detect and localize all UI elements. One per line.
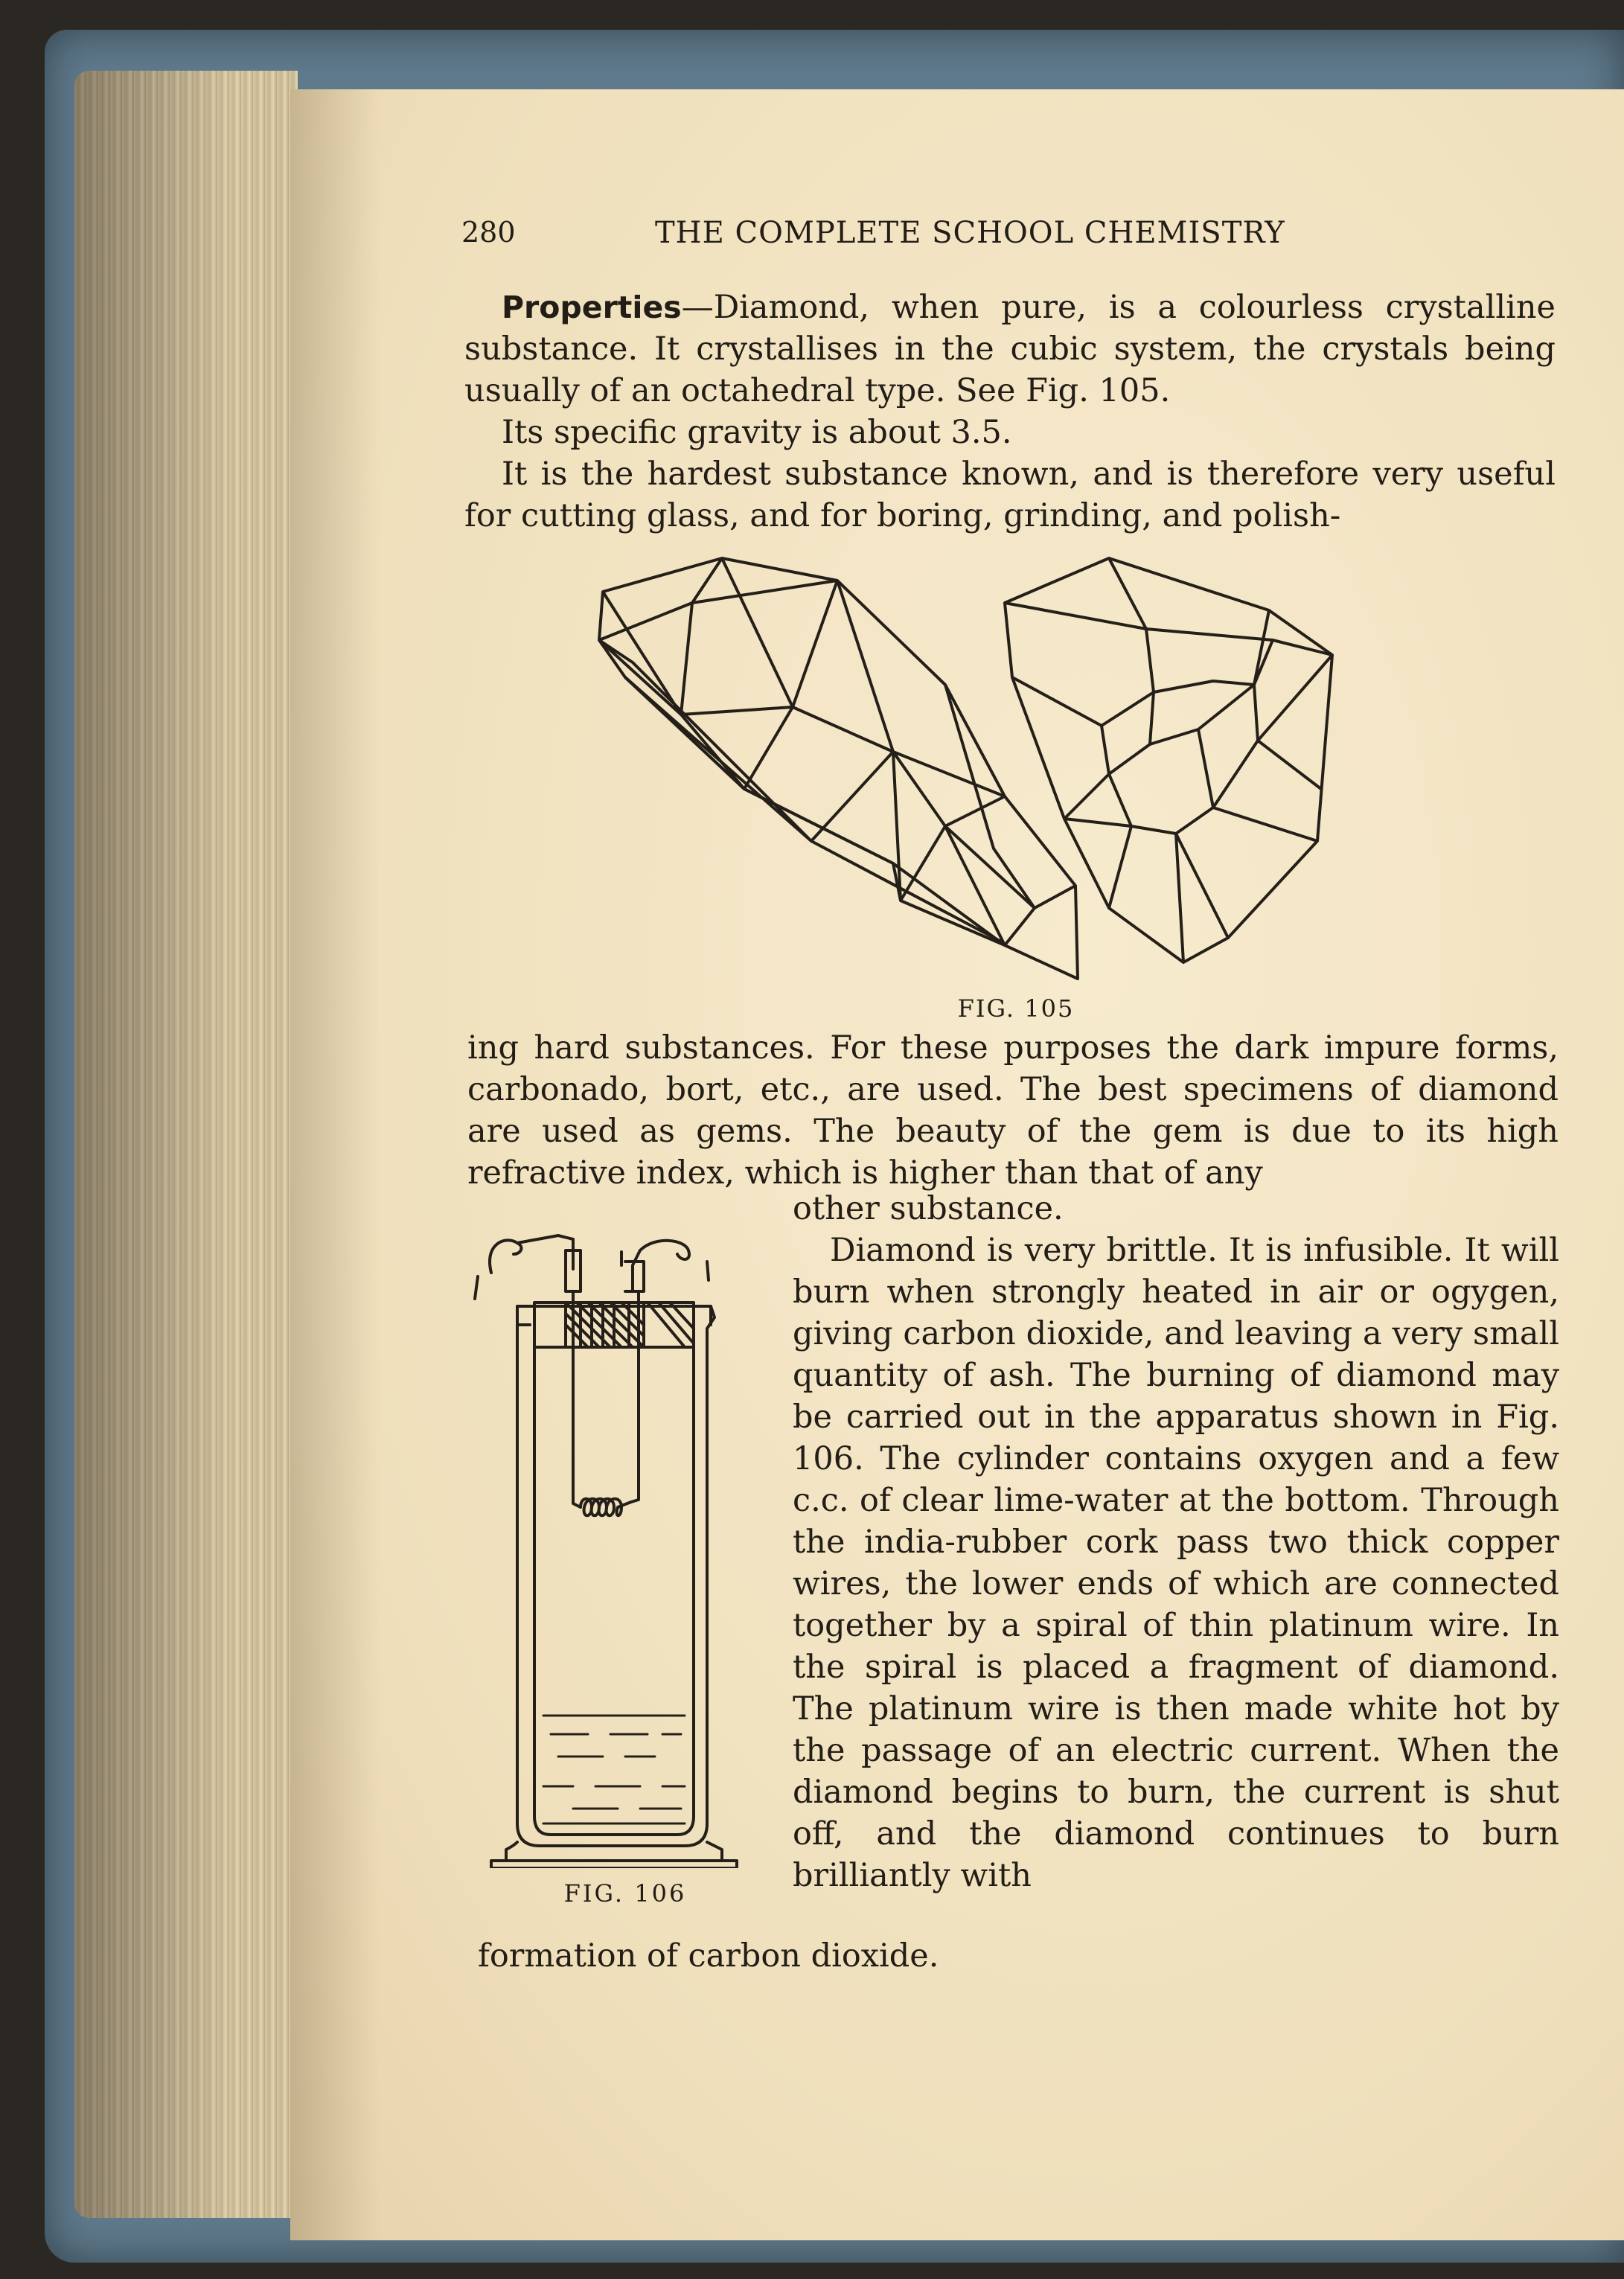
page-number: 280	[461, 216, 516, 249]
hardness-paragraph: It is the hardest substance known, and is therefore very useful for cutting glass, and for boring, grinding, and polish-	[464, 456, 1556, 534]
properties-text: —Diamond, when pure, is a colourless crystalline substance. It crystallises in the cubic system, the crystals being usually of an octahedral type. See Fig. 105.	[464, 289, 1556, 409]
final-line: formation of carbon dioxide.	[478, 1937, 939, 1975]
gas-cylinder	[491, 1306, 737, 1868]
apparatus-figure	[461, 1221, 774, 1868]
book-title: THE COMPLETE SCHOOL CHEMISTRY	[655, 216, 1285, 250]
lime-water	[543, 1716, 685, 1823]
properties-paragraph	[464, 287, 1556, 412]
diamond-crystals-figure	[588, 551, 1422, 997]
triangular-diamond-drawing	[1005, 558, 1332, 962]
burning-diamond-section	[793, 1188, 1559, 1896]
rubber-cork	[534, 1302, 694, 1347]
wire-terminals	[475, 1236, 709, 1299]
continuation-paragraph: ing hard substances. For these purposes the dark impure forms, carbonado, bort, etc., are used. The best specimens of diamond are used as gems. The beauty of the gem is due to its high refractive index, which is higher than that of any	[467, 1029, 1559, 1192]
properties-heading: Properties	[502, 290, 682, 325]
specific-gravity-paragraph: Its specific gravity is about 3.5.	[502, 414, 1012, 451]
running-head	[461, 216, 1355, 260]
other-substance-line: other substance.	[793, 1190, 1064, 1227]
platinum-spiral	[581, 1499, 631, 1516]
properties-section	[464, 287, 1556, 537]
fig-105-caption: FIG. 105	[957, 994, 1075, 1023]
gutter-shade	[290, 89, 380, 2240]
burning-diamond-paragraph: Diamond is very brittle. It is infusible. It will burn when strongly heated in air or ogygen, giving carbon dioxide, and leaving a very small quantity of ash. The burning of diamond may be carried out in the apparatus shown in Fig. 106. The cylinder contains oxygen and a few c.c. of clear lime-water at the bottom. Through the india-rubber cork pass two thick copper wires, the lower ends of which are connected together by a spiral of thin platinum wire. In the spiral is placed a fragment of diamond. The platinum wire is then made white hot by the passage of an electric current. When the diamond begins to burn, the current is shut off, and the diamond continues to burn brilliantly with	[793, 1232, 1559, 1894]
fig-106-caption: FIG. 106	[563, 1879, 687, 1908]
edge-shadow	[74, 71, 298, 2218]
